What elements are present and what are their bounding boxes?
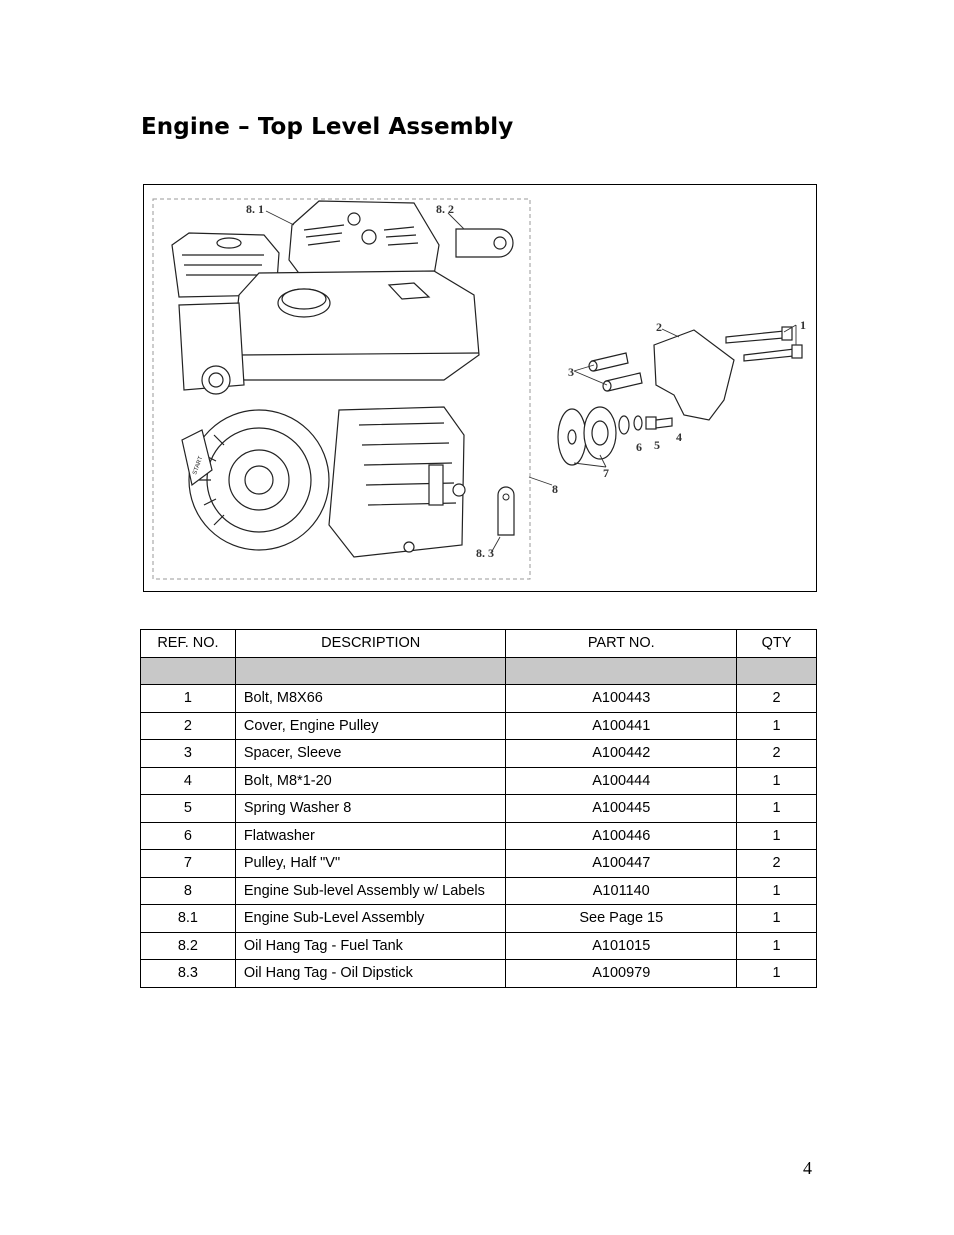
ref-no-cell: 2: [141, 712, 236, 740]
qty-cell: 2: [737, 740, 817, 768]
assembly-diagram: [143, 184, 817, 592]
description-cell: Pulley, Half "V": [235, 850, 506, 878]
ref-no-cell: 8.2: [141, 932, 236, 960]
qty-cell: 2: [737, 685, 817, 713]
engine-illustration: [172, 201, 479, 557]
table-row: [141, 877, 817, 905]
part-no-cell: A101015: [506, 932, 737, 960]
qty-cell: 1: [737, 932, 817, 960]
description-cell: Oil Hang Tag - Fuel Tank: [235, 932, 506, 960]
callout-7: 7: [603, 466, 609, 480]
qty-cell: 1: [737, 960, 817, 988]
callout-8-1: 8. 1: [246, 202, 264, 216]
description-cell: Oil Hang Tag - Oil Dipstick: [235, 960, 506, 988]
part-no-cell: A101140: [506, 877, 737, 905]
page-title: Engine – Top Level Assembly: [141, 114, 514, 140]
tag-hole: [503, 494, 509, 500]
ref-no-cell: 5: [141, 795, 236, 823]
part-no-cell: See Page 15: [506, 905, 737, 933]
description-cell: Bolt, M8*1-20: [235, 767, 506, 795]
table-row: [141, 932, 817, 960]
table-spacer-row: [141, 657, 817, 685]
callout-1: 1: [800, 318, 806, 332]
pulley-assembly-parts: [558, 327, 802, 465]
engine-exploded-view: [144, 185, 816, 591]
description-cell: Cover, Engine Pulley: [235, 712, 506, 740]
callout-8-3: 8. 3: [476, 546, 494, 560]
callout-8-2: 8. 2: [436, 202, 454, 216]
start-handle-label: START: [192, 455, 205, 476]
parts-table: [140, 629, 817, 988]
page-number: 4: [803, 1158, 812, 1178]
part-no-cell: A100441: [506, 712, 737, 740]
part-no-cell: A100446: [506, 822, 737, 850]
table-row: [141, 905, 817, 933]
part-no-cell: A100979: [506, 960, 737, 988]
qty-cell: 1: [737, 712, 817, 740]
part-no-cell: A100444: [506, 767, 737, 795]
table-row: [141, 822, 817, 850]
description-cell: Engine Sub-Level Assembly: [235, 905, 506, 933]
table-row: [141, 767, 817, 795]
description-cell: Bolt, M8X66: [235, 685, 506, 713]
ref-no-cell: 8.1: [141, 905, 236, 933]
ref-no-cell: 7: [141, 850, 236, 878]
header-qty: QTY: [737, 630, 817, 658]
table-row: [141, 795, 817, 823]
description-cell: Spacer, Sleeve: [235, 740, 506, 768]
table-row: [141, 850, 817, 878]
callout-2: 2: [656, 320, 662, 334]
callout-4: 4: [676, 430, 682, 444]
header-part-no: PART NO.: [506, 630, 737, 658]
part-no-cell: A100442: [506, 740, 737, 768]
ref-no-cell: 6: [141, 822, 236, 850]
table-row: [141, 740, 817, 768]
qty-cell: 1: [737, 767, 817, 795]
header-description: DESCRIPTION: [235, 630, 506, 658]
tag-hole: [494, 237, 506, 249]
ref-no-cell: 8: [141, 877, 236, 905]
callout-3: 3: [568, 365, 574, 379]
ref-no-cell: 1: [141, 685, 236, 713]
table-header-row: [141, 630, 817, 658]
qty-cell: 1: [737, 795, 817, 823]
qty-cell: 1: [737, 877, 817, 905]
ref-no-cell: 4: [141, 767, 236, 795]
qty-cell: 1: [737, 905, 817, 933]
callout-6: 6: [636, 440, 642, 454]
part-no-cell: A100447: [506, 850, 737, 878]
header-ref-no: REF. NO.: [141, 630, 236, 658]
callout-5: 5: [654, 438, 660, 452]
part-no-cell: A100445: [506, 795, 737, 823]
qty-cell: 2: [737, 850, 817, 878]
table-row: [141, 712, 817, 740]
description-cell: Engine Sub-level Assembly w/ Labels: [235, 877, 506, 905]
table-row: [141, 960, 817, 988]
ref-no-cell: 3: [141, 740, 236, 768]
part-no-cell: A100443: [506, 685, 737, 713]
ref-no-cell: 8.3: [141, 960, 236, 988]
description-cell: Flatwasher: [235, 822, 506, 850]
description-cell: Spring Washer 8: [235, 795, 506, 823]
qty-cell: 1: [737, 822, 817, 850]
callout-8: 8: [552, 482, 558, 496]
table-row: [141, 685, 817, 713]
